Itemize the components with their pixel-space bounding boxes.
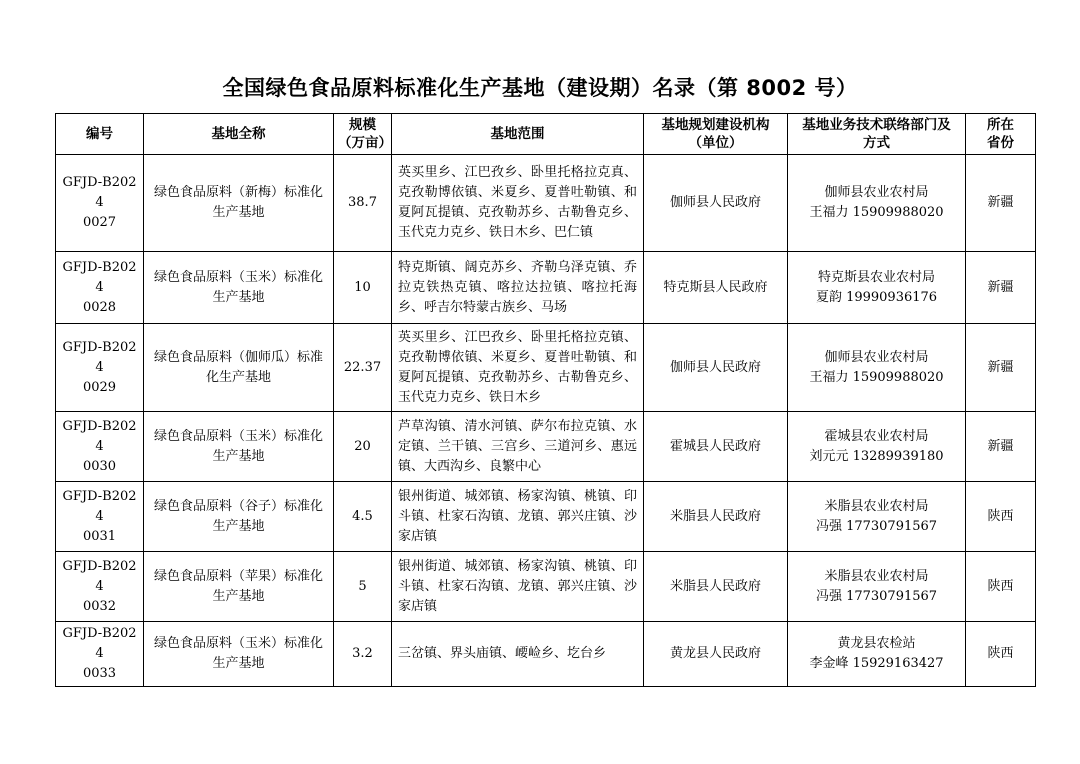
- table-header-row: [56, 114, 1036, 155]
- cell-contact: 黄龙县农检站 李金峰 15929163427: [788, 622, 966, 687]
- header-name: 基地全称: [144, 114, 334, 155]
- cell-org: 伽师县人民政府: [644, 155, 788, 252]
- cell-name: 绿色食品原料（伽师瓜）标准 化生产基地: [144, 324, 334, 412]
- cell-scale: 4.5: [334, 482, 392, 552]
- header-code: 编号: [56, 114, 144, 155]
- cell-scale: 22.37: [334, 324, 392, 412]
- cell-org: 特克斯县人民政府: [644, 252, 788, 324]
- cell-org: 伽师县人民政府: [644, 324, 788, 412]
- cell-province: 陕西: [966, 482, 1036, 552]
- cell-contact: 伽师县农业农村局 王福力 15909988020: [788, 155, 966, 252]
- table-row: [56, 324, 1036, 412]
- cell-code: GFJD-B2024 0031: [56, 482, 144, 552]
- cell-scale: 10: [334, 252, 392, 324]
- cell-contact: 霍城县农业农村局 刘元元 13289939180: [788, 412, 966, 482]
- cell-org: 黄龙县人民政府: [644, 622, 788, 687]
- header-scale: 规模 （万亩）: [334, 114, 392, 155]
- cell-contact: 伽师县农业农村局 王福力 15909988020: [788, 324, 966, 412]
- cell-province: 新疆: [966, 412, 1036, 482]
- cell-province: 新疆: [966, 324, 1036, 412]
- cell-name: 绿色食品原料（玉米）标准化 生产基地: [144, 622, 334, 687]
- header-scope: 基地范围: [392, 114, 644, 155]
- cell-scope: 三岔镇、界头庙镇、崾崄乡、圪台乡: [392, 622, 644, 687]
- cell-contact: 米脂县农业农村局 冯强 17730791567: [788, 482, 966, 552]
- cell-scale: 5: [334, 552, 392, 622]
- cell-code: GFJD-B2024 0027: [56, 155, 144, 252]
- table-row: [56, 252, 1036, 324]
- cell-province: 新疆: [966, 252, 1036, 324]
- page-title: 全国绿色食品原料标准化生产基地（建设期）名录（第 8002 号）: [222, 76, 858, 100]
- cell-scope: 银州街道、城郊镇、杨家沟镇、桃镇、印斗镇、杜家石沟镇、龙镇、郭兴庄镇、沙家店镇: [392, 552, 644, 622]
- cell-scale: 3.2: [334, 622, 392, 687]
- cell-scope: 银州街道、城郊镇、杨家沟镇、桃镇、印斗镇、杜家石沟镇、龙镇、郭兴庄镇、沙家店镇: [392, 482, 644, 552]
- cell-contact: 米脂县农业农村局 冯强 17730791567: [788, 552, 966, 622]
- cell-code: GFJD-B2024 0028: [56, 252, 144, 324]
- cell-name: 绿色食品原料（苹果）标准化 生产基地: [144, 552, 334, 622]
- cell-province: 陕西: [966, 622, 1036, 687]
- cell-code: GFJD-B2024 0030: [56, 412, 144, 482]
- cell-name: 绿色食品原料（玉米）标准化 生产基地: [144, 412, 334, 482]
- cell-province: 新疆: [966, 155, 1036, 252]
- table-row: [56, 482, 1036, 552]
- cell-org: 霍城县人民政府: [644, 412, 788, 482]
- base-directory-table: [55, 113, 1036, 687]
- cell-name: 绿色食品原料（玉米）标准化 生产基地: [144, 252, 334, 324]
- cell-scope: 英买里乡、江巴孜乡、卧里托格拉克镇、克孜勒博依镇、米夏乡、夏普吐勒镇、和夏阿瓦提镇、克孜勒苏乡、古勒鲁克乡、玉代克力克乡、铁日木乡: [392, 324, 644, 412]
- table-row: [56, 155, 1036, 252]
- cell-scope: 特克斯镇、阔克苏乡、齐勒乌泽克镇、乔拉克铁热克镇、喀拉达拉镇、喀拉托海乡、呼吉尔特蒙古族乡、马场: [392, 252, 644, 324]
- cell-scale: 38.7: [334, 155, 392, 252]
- cell-name: 绿色食品原料（新梅）标准化 生产基地: [144, 155, 334, 252]
- header-org: 基地规划建设机构 （单位）: [644, 114, 788, 155]
- cell-code: GFJD-B2024 0032: [56, 552, 144, 622]
- cell-code: GFJD-B2024 0029: [56, 324, 144, 412]
- header-contact: 基地业务技术联络部门及 方式: [788, 114, 966, 155]
- cell-name: 绿色食品原料（谷子）标准化 生产基地: [144, 482, 334, 552]
- cell-scope: 芦草沟镇、清水河镇、萨尔布拉克镇、水定镇、兰干镇、三宫乡、三道河乡、惠远镇、大西沟乡、良繁中心: [392, 412, 644, 482]
- cell-province: 陕西: [966, 552, 1036, 622]
- cell-org: 米脂县人民政府: [644, 482, 788, 552]
- table-row: [56, 622, 1036, 687]
- table-row: [56, 552, 1036, 622]
- table-row: [56, 412, 1036, 482]
- cell-code: GFJD-B2024 0033: [56, 622, 144, 687]
- header-province: 所在 省份: [966, 114, 1036, 155]
- cell-org: 米脂县人民政府: [644, 552, 788, 622]
- cell-scope: 英买里乡、江巴孜乡、卧里托格拉克真、克孜勒博依镇、米夏乡、夏普吐勒镇、和夏阿瓦提镇、克孜勒苏乡、古勒鲁克乡、玉代克力克乡、铁日木乡、巴仁镇: [392, 155, 644, 252]
- cell-scale: 20: [334, 412, 392, 482]
- cell-contact: 特克斯县农业农村局 夏韵 19990936176: [788, 252, 966, 324]
